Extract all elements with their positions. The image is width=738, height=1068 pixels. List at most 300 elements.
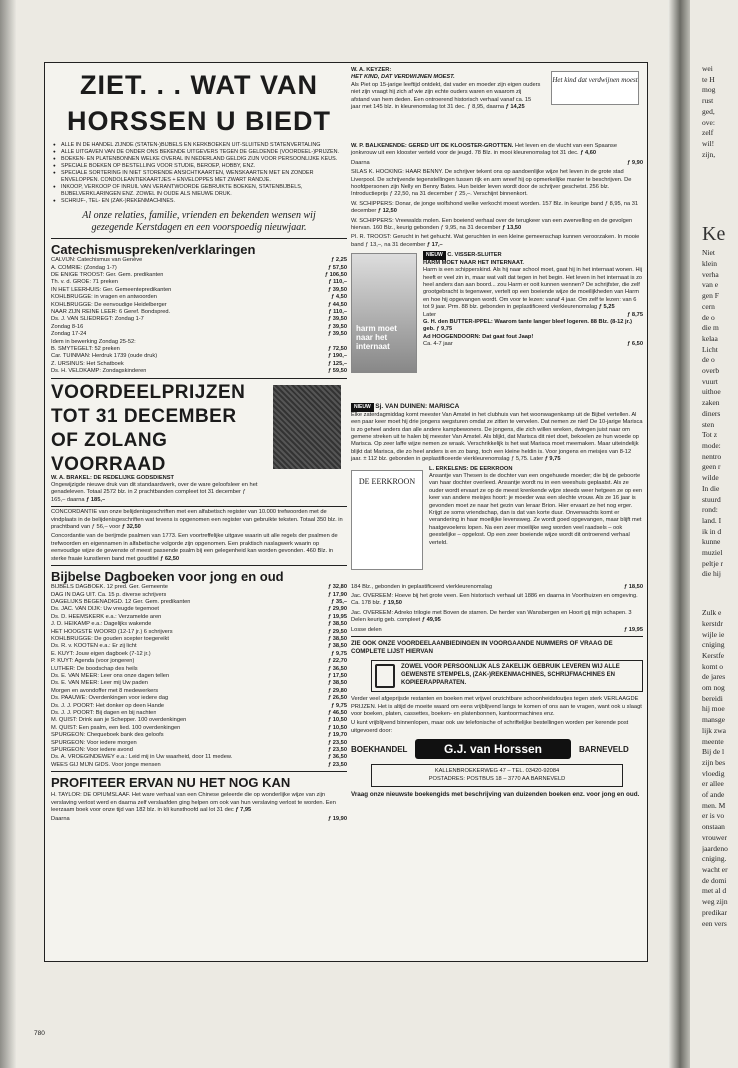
- row-price: ƒ 9,75: [331, 702, 347, 709]
- logo-left-text: BOEKHANDEL: [351, 745, 408, 755]
- row-label: Losse delen: [351, 626, 382, 633]
- row-label: Ds. JAC. VAN DIJK: Uw vreugde tegemoet: [51, 606, 159, 613]
- divider: [51, 565, 347, 566]
- page-edge-shadow: [0, 0, 16, 1068]
- psalmen-price: ƒ 62,50: [160, 555, 180, 562]
- text-line: uithoe: [702, 387, 721, 397]
- text-line: met al d: [702, 886, 727, 896]
- price-row: [51, 302, 347, 309]
- list-item: ● ALLE IN DE HANDEL ZIJNDE (STATEN-)BIJBELS EN KERKBOEKEN UIT-SLUITEND STATENVERTALING: [61, 142, 347, 149]
- row-price: ƒ 19,70: [328, 732, 347, 739]
- row-label: Th. v. d. GROE: 71 preken: [51, 279, 118, 286]
- list-item: ● BOEKEN- EN PLATENBONNEN WELKE OVERAL IN NEDERLAND GELDIG ZIJN VOOR PERSOONLIJKE KEUS.: [61, 156, 347, 163]
- divider: [51, 506, 347, 507]
- text-line: wijle ie: [702, 629, 725, 639]
- price-row: [51, 673, 347, 680]
- text-line: mog: [702, 85, 716, 95]
- row-price: ƒ 29,90: [328, 606, 347, 613]
- row-label: Ds. D. HEEMSKERK e.a.: Verzamelde aren: [51, 613, 162, 620]
- eerkroon-cover-image: DE EERKROON: [351, 470, 423, 570]
- text-line: cern: [702, 301, 715, 311]
- price-row: [51, 725, 347, 732]
- right-page-text: [702, 0, 738, 1068]
- brakel-title: W. A. BRAKEL: DE REDELIJKE GODSDIENST: [51, 474, 175, 481]
- price-row: [51, 762, 347, 769]
- profiteer-entry: [51, 792, 347, 814]
- row-label: Ds. H. VELDKAMP: Zondagskinderen: [51, 368, 147, 375]
- right-page-bottom-lines: [702, 608, 738, 929]
- profiteer-price: ƒ 7,95: [235, 807, 252, 814]
- troost-entry: [351, 234, 643, 249]
- keyzer-title: HET KIND, DAT VERDWIJNEN MOEST.: [351, 74, 455, 81]
- keyzer-author: W. A. KEYZER:: [351, 67, 392, 73]
- row-label: IN HET LEERHUIS: Ger. Gemeentepredikanten: [51, 286, 172, 293]
- keyzer-text: Als Piet op 15-jarige leeftijd ontdekt, dat vader en moeder zijn eigen ouders niet zijn vraagt hij zich af wie zijn echte ouders waren en waarom zij afstand van hem deden. Een ontroerend historisch verhaal vanaf ca. 15 jaar met 145 blz. in kleurenomslag tot 31 dec. ƒ 8,95, daarna: [351, 81, 541, 111]
- price-row: [51, 710, 347, 717]
- text-line: Niet: [702, 248, 715, 258]
- text-line: of ande: [702, 790, 725, 800]
- text-line: bereidi: [702, 693, 723, 703]
- price-row: [51, 257, 347, 264]
- price-row: [51, 361, 347, 368]
- row-price: ƒ 19,95: [624, 626, 643, 633]
- row-price: ƒ 72,50: [328, 346, 347, 353]
- list-item: ● INKOOP, VERKOOP OF INRUIL VAN VERANTWOORDE GEBRUIKTE BOEKEN, STATENBIJBELS, BIJBELVERKLARINGEN ENZ. ZOWEL IN OUDE ALS NIEUWE DRUK.: [61, 184, 347, 198]
- row-price: ƒ 39,50: [328, 286, 347, 293]
- price-row: [51, 309, 347, 316]
- divider: [51, 378, 347, 379]
- text-line: In die: [702, 483, 720, 493]
- row-label: M. QUIST: Een psalm, een lied. 100 overdenkingen: [51, 724, 181, 731]
- erkelens-entry: [429, 466, 643, 547]
- right-page-mid-lines: [702, 248, 738, 580]
- price-row: [51, 272, 347, 279]
- row-price: ƒ 10,50: [328, 717, 347, 724]
- price-row: [51, 584, 347, 591]
- row-price: ƒ 8,75: [627, 311, 643, 318]
- book-set-image: [273, 385, 341, 469]
- text-line: kunne: [702, 537, 721, 547]
- concordantie-text: CONCORDANTIE van onze belijdenisgeschriften met een alfabetisch register van 10.000 trefwoorden met de vindplaats in de belijdenisgeschriften wat tevens is opgenomen een register van gebruikte teksten. Totaal 350 blz. in prachtband van ƒ 56,– voor: [51, 509, 343, 531]
- row-label: SPURGEON: Voor iedere morgen: [51, 739, 137, 746]
- price-row: [51, 599, 347, 606]
- schippers-entry-1: [351, 201, 643, 216]
- row-price: ƒ 57,50: [328, 264, 347, 271]
- balkenende-later-row: [351, 160, 643, 167]
- erkelens-price-row: [351, 584, 643, 591]
- right-page-top-lines: [702, 0, 738, 160]
- row-label: Ds. J. J. POORT: Bij dagen en bij nachten: [51, 710, 157, 717]
- row-label: KOHLBRUGGE: in vragen en antwoorden: [51, 294, 157, 301]
- text-line: wil!: [702, 138, 715, 148]
- verder-text: Verder veel afgeprijsde restanten en boeken met vrijwel onzichtbare schoonheidsfoutjes tegen sterk VERLAAGDE PRIJZEN. Het is altijd de moeite waard om eens vrijblijvend langs te komen of ons aan te vragen, want ook u slaagt voor boeken, platen, cassettes, boeken- en platenbonnen, kantoormachines enz.: [351, 696, 642, 717]
- text-line: die m: [702, 323, 719, 333]
- erkelens-block: [351, 466, 643, 584]
- text-line: de o: [702, 355, 715, 365]
- text-line: vloedig: [702, 768, 725, 778]
- price-row: [51, 294, 347, 301]
- price-row: [51, 279, 347, 286]
- price-row: [51, 614, 347, 621]
- row-price: ƒ 36,50: [328, 754, 347, 761]
- row-label: Ds. J. J. POORT: Het donker op deen Hande: [51, 702, 165, 709]
- row-label: DAGELIJKS BEGENADIGD. 12 Ger. Gem. predikanten: [51, 598, 191, 605]
- list-item: ● SPECIALE BOEKEN OP BESTELLING VOOR STUDIE, BEROEP, HOBBY, ENZ.: [61, 163, 347, 170]
- row-price: ƒ 38,50: [328, 635, 347, 642]
- brakel-entry: [51, 475, 261, 505]
- text-line: men. M: [702, 800, 726, 810]
- price-row: [51, 703, 347, 710]
- butter-entry: [423, 319, 643, 334]
- row-label: Daarna: [51, 816, 70, 823]
- text-line: komt o: [702, 661, 724, 671]
- row-price: ƒ 38,50: [328, 621, 347, 628]
- row-price: ƒ 10,50: [328, 724, 347, 731]
- text-line: Licht: [702, 344, 718, 354]
- text-line: gen F: [702, 291, 719, 301]
- row-label: E. KUYT: Jouw eigen dagboek (7-12 jr.): [51, 650, 151, 657]
- new-badge: NIEUW: [351, 403, 374, 412]
- row-price: ƒ 59,50: [328, 368, 347, 375]
- row-label: Car. TUINMAN: Herdruk 1739 (oude druk): [51, 353, 158, 360]
- text-line: die hij: [702, 569, 721, 579]
- text-line: verha: [702, 269, 719, 279]
- hocking-entry: SILAS K. HOCKING: HAAR BENNY. De schrijver tekent ons op aandoenlijke wijze het leven in de grote stad Liverpool. De schrijvende tegenstellingen tussen rijk en arm wreef hij op opmerkelijke manier te beschrijven. De hoofdpersonen zijn Nelly en Benny Bates. Hun beider leven wordt door de schrijver geschetst. 256 blz. Introductieprijs ƒ 22,50, na 31 december ƒ 25,–. Verschijnt binnenkort.: [351, 169, 632, 198]
- text-line: wacht er: [702, 865, 728, 874]
- row-label: Zondag 8-16: [51, 323, 84, 330]
- row-label: Ds. A. VROEGINDEWEY e.a.: Leid mij in Uw waarheid, door 11 medew.: [51, 754, 233, 761]
- balkenende-entry: [351, 143, 643, 158]
- visser-author: C. VISSER-SLUITER: [447, 252, 502, 259]
- typewriter-icon: [375, 664, 395, 688]
- price-row: [51, 680, 347, 687]
- row-price: ƒ 9,75: [331, 650, 347, 657]
- concordantie-entry: [51, 509, 347, 531]
- text-line: om nog: [702, 683, 725, 693]
- text-line: diners: [702, 408, 721, 418]
- schippers-text: W. SCHIPPERS: Vreewalds molen. Een boeiend verhaal over de terugkeer van een zwervelling en de gevolgen hiervan. 160 Blz., keurig gebonden ƒ 9,95, na 31 december: [351, 217, 633, 232]
- row-price: ƒ 36,50: [328, 665, 347, 672]
- erkelens-text: Ansantje van Thesen is de dochter van een ongehuwde moeder; die bij de geboorte van haar dochter overleed. Ansantje wordt nu in een weeshuis geplaatst. Als ze ouder wordt ervaart ze op de meest krenkende wijze steeds weer hetgeen ze op een keer van andere meisjes hoort: je moeder was een slechte vrouw. Als ze 16 jaar is gevonden moet ze naar het gezin van leraar Brion. Hier ervaart ze het nog erger. Krijgt ze soms vriendschap, dan is dat van korte duur. Onverwachts komt er verandering in haar moeilijke levensweg. Ze wordt goed opgevangen, maar blijft met haatgevoelens lopen. Na een zeer moeilijke weg worden veel raadsels – ook geestelijke – opgelost. Op een zeer boeiende wijze wordt dit ontroerend verhaal verteld.: [429, 473, 643, 546]
- row-price: ƒ 2,25: [331, 257, 347, 264]
- price-row: [51, 629, 347, 636]
- row-price: ƒ 19,95: [328, 613, 347, 620]
- text-line: vrouwer: [702, 832, 727, 842]
- row-label: Ca. 4-7 jaar: [423, 341, 453, 348]
- address-line: KALLENBROEKERWEG 47 – TEL. 03420-92084: [434, 768, 560, 775]
- row-price: ƒ 29,50: [328, 628, 347, 635]
- profiteer-later-row: [51, 816, 347, 823]
- row-label: A. COMRIE: (Zondag 1-7): [51, 264, 117, 271]
- row-label: KOHLBRUGGE: De eenvoudige Heidelberger: [51, 301, 167, 308]
- row-label: DAG IN DAG UIT. Ca. 15 p. diverse schrijvers: [51, 591, 167, 598]
- row-price: ƒ 39,50: [328, 316, 347, 323]
- kopier-box: [371, 660, 643, 692]
- row-label: BIJBELS DAGBOEK. 12 pred. Ger. Gemeente: [51, 584, 168, 591]
- price-row: [51, 353, 347, 360]
- row-label: M. QUIST: Drink aan je Schepper. 100 overdenkingen: [51, 717, 187, 724]
- profiteer-text: H. TAYLOR: DE OPIUMSLAAF. Het ware verhaal van een Chinese geleerde die op wonderlijke wijze van zijn verslaving verlost werd en daarna zelf verslaafden ging helpen om ook van hun verslaving verlost te worden. Een leerzaam boek voor onze tijd van 182 blz. in kli kunsthoofd aal lot 31 dec: [51, 792, 336, 814]
- price-row: [51, 651, 347, 658]
- ad-left-column: [51, 67, 347, 824]
- row-label: CALVIJN: Catechismus van Genève: [51, 257, 143, 264]
- row-label: J. D. HEIKAMP e.a.: Dagelijks wakende: [51, 621, 152, 628]
- row-price: ƒ 46,50: [328, 710, 347, 717]
- row-price: ƒ 35,–: [331, 598, 347, 605]
- service-list: [51, 142, 347, 205]
- address-box: [371, 764, 623, 787]
- overeem-entry-1: [351, 593, 643, 608]
- price-row: [51, 740, 347, 747]
- price-row: [51, 666, 347, 673]
- divider: [351, 636, 643, 637]
- text-line: weg zijn: [702, 897, 728, 907]
- row-label: KOHLBRUGGE: De gouden scepter toegereikt: [51, 635, 169, 642]
- text-line: cniging: [702, 640, 725, 650]
- harm-cover-image: harm moet naar het internaat: [351, 253, 417, 373]
- keyzer-entry: [351, 67, 541, 111]
- section-title: Bijbelse Dagboeken voor jong en oud: [51, 569, 284, 585]
- row-price: ƒ 17,50: [328, 672, 347, 679]
- concordantie-price: ƒ 32,50: [121, 524, 141, 531]
- text-line: overb: [702, 366, 720, 376]
- row-price: ƒ 110,–: [328, 279, 347, 286]
- text-line: er allee: [702, 779, 724, 789]
- duinen-entry: [351, 403, 643, 463]
- text-line: hij moe: [702, 704, 725, 714]
- text-line: cniging.: [702, 854, 727, 864]
- text-line: mode:: [702, 440, 721, 450]
- price-row: [51, 287, 347, 294]
- row-label: NAAR ZIJN REINE LEER: 6 Geref. Bondspred.: [51, 308, 171, 315]
- section-title: Catechismuspreken/verklaringen: [51, 242, 256, 258]
- row-price: ƒ 19,90: [328, 816, 347, 823]
- season-greeting: Al onze relaties, familie, vrienden en bekenden wensen wij gezegende Kerstdagen en een voorspoedig nieuwjaar.: [82, 210, 316, 234]
- overeem-entry-2: [351, 610, 643, 625]
- price-row: [51, 621, 347, 628]
- horssen-advertisement: [44, 62, 648, 962]
- shop-logo: [351, 739, 643, 761]
- section-title: PROFITEER ERVAN NU HET NOG KAN: [51, 775, 291, 791]
- price-row: [51, 592, 347, 599]
- psalmen-text: Concordantie van de berijmde psalmen van 1773. Een voortreffelijke uitgave waarin uit alle regels der psalmen de trefwoorden en eigennamen in alfabetische volgorde zijn opgenomen. Een praktisch naslagwerk waarin op eenvoudige wijze de gewenste of meest passende psalm bij een gelegenheid kan worden gevonden. 460 Blz. in sterke fraaie kunstleren band met goudtitel: [51, 533, 338, 562]
- row-label: Z. URSINUS: Het Schatboek: [51, 360, 124, 367]
- keyzer-cover-image: Het kind dat verdwijnen moest: [551, 71, 639, 105]
- row-price: ƒ 39,50: [328, 331, 347, 338]
- row-label: Zondag 17-24: [51, 331, 87, 338]
- butter-price: ƒ 9,75: [436, 326, 453, 333]
- row-price: ƒ 125,–: [328, 360, 347, 367]
- row-label: HET HOOGSTE WOORD (12-17 jr.) 6 schrijvers: [51, 628, 173, 635]
- row-label: SPURGEON: Voor iedere avond: [51, 747, 133, 754]
- balkenende-text: Het leven en de vlucht van een Spaanse jonkvrouw uit een klooster verteld voor de jeugd. 78 Blz. in mooi kleurenomslag tot 31 dec.: [351, 143, 618, 157]
- bestel-text: U kunt vrijblijvend binnenlopen, maar ook uw telefonische of schriftelijke bestellingen worden per kerende post uitgevoerd door:: [351, 720, 629, 734]
- text-line: van e: [702, 280, 719, 290]
- text-line: Bij de l: [702, 747, 725, 757]
- text-line: wilde: [702, 473, 719, 483]
- text-line: ged,: [702, 106, 715, 116]
- page-number: 780: [34, 1030, 45, 1037]
- row-label: Ds. E. VAN MEER: Leer mij Uw paden: [51, 680, 148, 687]
- daily-book-list: [51, 584, 347, 769]
- price-row: [51, 265, 347, 272]
- row-price: ƒ 18,50: [624, 583, 643, 590]
- duinen-title: Sj. VAN DUINEN: MARISCA: [375, 403, 460, 411]
- text-line: ik in d: [702, 526, 722, 536]
- psalmen-entry: [51, 533, 347, 563]
- list-item: ● ALLE UITGAVEN VAN DE ONDER ONS BEKENDE UITGEVERS TEGEN DE GELDENDE (VOORDEEL-)PRIJZEN.: [61, 149, 347, 156]
- visser-price: ƒ 5,25: [598, 304, 615, 311]
- price-row: [51, 717, 347, 724]
- text-line: te H: [702, 74, 715, 84]
- text-line: de domi: [702, 875, 727, 885]
- price-row: [51, 368, 347, 375]
- divider: [51, 238, 347, 239]
- schippers-price: ƒ 13,50: [502, 225, 522, 232]
- erkelens-title: L. ERKELENS: DE EERKROON: [429, 465, 513, 472]
- ad-headline: ZIET. . . WAT VAN HORSSEN U BIEDT: [66, 70, 332, 136]
- duinen-price: ƒ 9,75: [544, 456, 561, 463]
- vraag-text: Vraag onze nieuwste boekengids met beschrijving van duizenden boeken enz. voor jong en oud.: [351, 791, 640, 799]
- text-line: onstaan: [702, 822, 725, 832]
- price-row: [51, 324, 347, 331]
- text-line: land. I: [702, 515, 722, 525]
- schippers-entry-2: [351, 218, 643, 233]
- troost-price: ƒ 17,–: [426, 241, 443, 248]
- row-price: ƒ 29,80: [328, 687, 347, 694]
- text-line: zelf: [702, 128, 714, 138]
- visser-block: [351, 251, 643, 401]
- catechism-list: [51, 257, 347, 376]
- row-price: ƒ 44,50: [328, 301, 347, 308]
- row-price: ƒ 190,–: [328, 353, 347, 360]
- row-label: Ds. PAAUWE: Overdenkingen voor iedere dag: [51, 695, 169, 702]
- row-price: ƒ 6,50: [627, 341, 643, 348]
- row-label: Morgen en avondoffer met 8 medewerkers: [51, 687, 159, 694]
- voordeel-block: [51, 381, 347, 473]
- visser-later-row: [423, 312, 643, 319]
- text-line: een vers: [702, 918, 727, 928]
- text-line: peltje r: [702, 558, 724, 568]
- overeem-text: Jac. OVEREEM: Hoeve bij het grote veen. Een historisch verhaal uit 1886 en daarna in Voorthuizen en omgeving. Ca. 178 blz.: [351, 593, 638, 607]
- text-line: klein: [702, 259, 717, 269]
- text-line: meente: [702, 736, 724, 746]
- price-row: [51, 747, 347, 754]
- text-line: mansge: [702, 715, 725, 725]
- text-line: muziel: [702, 548, 723, 558]
- text-line: Kerstfe: [702, 650, 725, 660]
- row-price: ƒ 110,–: [328, 308, 347, 315]
- row-price: ƒ 22,70: [328, 658, 347, 665]
- overeem-price: ƒ 49,95: [421, 617, 441, 624]
- ad-right-column: [351, 67, 643, 799]
- price-row: [51, 346, 347, 353]
- zie-ook-notice: ZIE OOK ONZE VOORDEELAANBIEDINGEN IN VOORGAANDE NUMMERS OF VRAAG DE COMPLETE LIJST HIERVAN: [351, 640, 613, 656]
- book-gutter: [668, 0, 690, 1068]
- row-label: Ds. J. VAN SLIEDREGT: Zondag 1-7: [51, 316, 144, 323]
- row-price: ƒ 4,50: [331, 294, 347, 301]
- row-label: Ds. E. VAN MEER: Leer ons onze dagen tellen: [51, 672, 170, 679]
- text-line: kerstdr: [702, 618, 723, 628]
- row-price: ƒ 23,50: [328, 761, 347, 768]
- row-label: Later: [423, 311, 436, 318]
- price-row: [51, 339, 347, 346]
- kopier-text: ZOWEL VOOR PERSOONLIJK ALS ZAKELIJK GEBRUIK LEVEREN WIJ ALLE GEWENSTE STEMPELS, (ZAK-)REKENMACHINES, SCHRIJFMACHINES EN KOPIEERAPPARATEN.: [401, 664, 620, 687]
- row-price: ƒ 106,50: [324, 271, 347, 278]
- overeem-price: ƒ 19,50: [382, 600, 402, 607]
- brakel-price: ƒ 185,–: [86, 496, 106, 503]
- text-line: kelaa: [702, 333, 718, 343]
- price-row: [51, 695, 347, 702]
- row-label: Ds. R. v. KOOTEN e.a.: Er zij licht: [51, 643, 137, 650]
- brakel-description: Ongewijzigde nieuwe druk van dit standaardwerk, over de ware geloofsleer en het genadeleven. Totaal 2572 blz. in 2 prachtbanden compleet tot 31 december ƒ 165,– daarna: [51, 482, 258, 503]
- row-price: ƒ 17,90: [328, 591, 347, 598]
- price-row: [51, 316, 347, 323]
- text-line: stuurd: [702, 494, 721, 504]
- row-label: 184 Blz., gebonden in geplastificeerd vierkleurenomslag: [351, 583, 493, 590]
- losse-delen-row: [351, 627, 643, 634]
- row-price: ƒ 32,80: [328, 584, 347, 591]
- text-line: zijn,: [702, 149, 716, 159]
- list-item: ● SCHRIJF-, TEL- EN (ZAK-)REKENMACHINES.: [61, 198, 347, 205]
- keyzer-price: ƒ 14,25: [505, 104, 525, 111]
- text-line: ove:: [702, 117, 715, 127]
- right-page-heading: Ke: [702, 223, 726, 246]
- text-line: Zulk e: [702, 608, 722, 618]
- row-price: ƒ 38,50: [328, 643, 347, 650]
- text-line: lijk zwa: [702, 725, 726, 735]
- price-row: [51, 643, 347, 650]
- troost-text: PI. R. TROOST: Gerucht in het gehucht. Wat geruchten in een kleine gemeenschap kunnen veroorzaken. In mooie band ƒ 13,–, na 31 december: [351, 234, 640, 248]
- text-line: rust: [702, 96, 714, 106]
- new-badge: NIEUW: [423, 251, 446, 260]
- butter-text: G. H. den BUTTER-IPPEL: Waarom tante langer bleef logeren. 88 Blz. (8-12 jr.) geb.: [423, 319, 633, 333]
- text-line: rond:: [702, 505, 718, 515]
- list-item: ● SPECIALE SORTERING IN NIET STORENDE ANSICHTKAARTEN, WENSKAARTEN MET EN ZONDER ENVELOPPEN. CONDOLEANTIEKAARTJES + ENVELOPPES MET ZWART RANDJE.: [61, 170, 347, 184]
- row-label: P. KUYT: Agenda (voor jongeren): [51, 658, 135, 665]
- schippers-price: ƒ 12,50: [377, 208, 397, 215]
- price-row: [51, 636, 347, 643]
- text-line: zaken: [702, 398, 720, 408]
- text-line: zijn bes: [702, 757, 726, 767]
- row-price: ƒ 38,50: [328, 680, 347, 687]
- overeem-text: Jac. OVEREEM: Adreko trilogie met Boven de starren. De herder van Wansbergen en Hoort gij mijn schapen. 3 Delen keurig geb. compleet: [351, 609, 632, 624]
- hoogendoorn-row: [423, 341, 643, 348]
- row-label: DE ENIGE TROOST: Ger. Gem. predikanten: [51, 271, 164, 278]
- text-line: geen r: [702, 462, 721, 472]
- price-row: [51, 331, 347, 338]
- text-line: er is vo: [702, 811, 725, 821]
- text-line: Tot z: [702, 430, 718, 440]
- row-price: ƒ 9,90: [627, 159, 643, 166]
- text-line: sten: [702, 419, 715, 429]
- row-label: Idem in bewerking Zondag 25-52:: [51, 338, 136, 345]
- logo-name: G.J. van Horssen: [415, 739, 571, 759]
- text-line: de jares: [702, 672, 726, 682]
- voordeel-title: VOORDEELPRIJZEN TOT 31 DECEMBER OF ZOLANG VOORRAAD: [51, 381, 246, 475]
- price-row: [51, 732, 347, 739]
- row-price: ƒ 39,50: [328, 323, 347, 330]
- hoogendoorn-title: Ad HOOGENDOORN: Dat gaat fout Jaap!: [423, 333, 534, 340]
- schippers-text: W. SCHIPPERS: Donar, de jonge wolfshond welke verkocht moest worden. 157 Blz. in keurige band ƒ 8,95, na 31 december: [351, 200, 639, 215]
- address-line: POSTADRES: POSTBUS 18 – 3770 AA BARNEVELD: [428, 775, 566, 782]
- text-line: jaardeno: [702, 843, 728, 853]
- logo-right-text: BARNEVELD: [579, 745, 629, 755]
- text-line: vuurt: [702, 376, 718, 386]
- row-label: LUTHER: De boodschap des heils: [51, 665, 138, 672]
- divider: [51, 771, 347, 772]
- price-row: [51, 754, 347, 761]
